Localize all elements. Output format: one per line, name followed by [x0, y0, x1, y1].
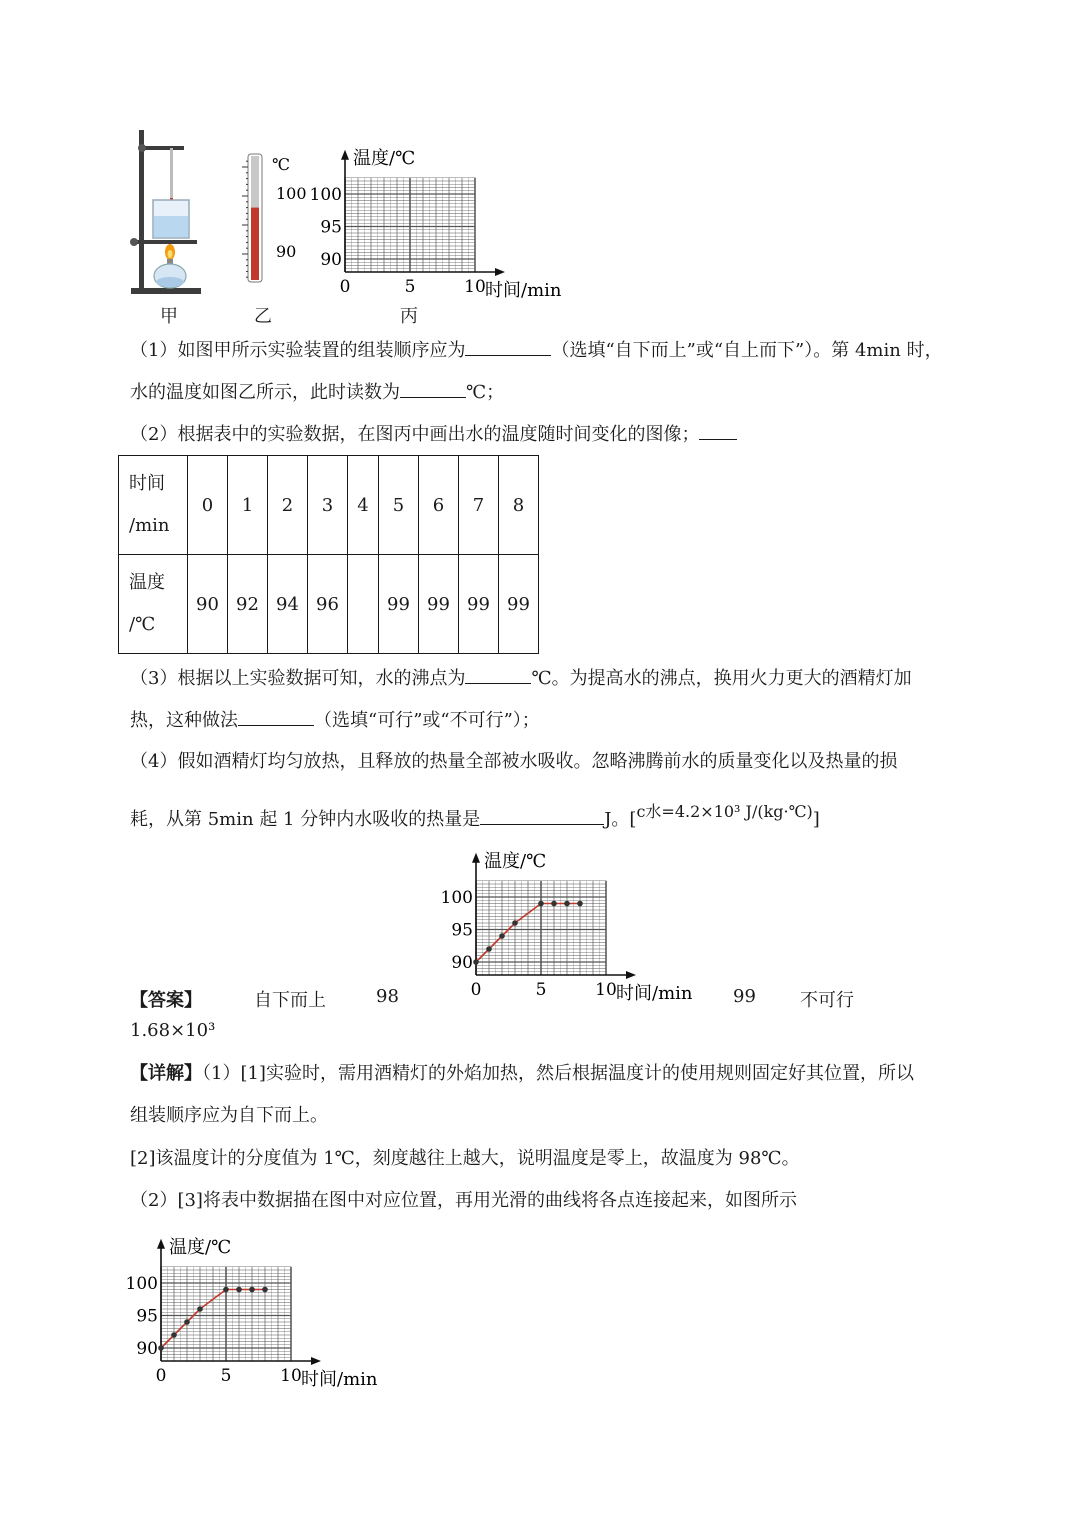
x-tick-label: 0	[155, 1366, 167, 1386]
y-tick-label: 100	[309, 185, 342, 205]
x-axis-arrow	[311, 1357, 321, 1365]
data-point	[577, 901, 583, 907]
y-axis-label: 温度/℃	[169, 1236, 232, 1258]
q4-line1: （4）假如酒精灯均匀放热，且释放的热量全部被水吸收。忽略沸腾前水的质量变化以及热量的损	[130, 751, 898, 772]
explain-text-1: （1）[1]实验时，需用酒精灯的外焰加热，然后根据温度计的使用规则固定好其位置，所以	[202, 1063, 914, 1084]
table-cell: 1	[228, 456, 268, 555]
explain-line2: 组装顺序应为自下而上。	[130, 1105, 328, 1126]
q3-blank-2[interactable]	[238, 707, 314, 726]
y-tick-label: 95	[451, 920, 473, 941]
data-point	[158, 1345, 164, 1351]
data-point	[262, 1287, 268, 1293]
data-point	[499, 933, 505, 939]
q3-text-b: ℃。为提高水的沸点，换用火力更大的酒精灯加	[531, 668, 912, 689]
table-cell: 92	[228, 555, 268, 654]
table-cell: 5	[379, 456, 419, 555]
explain-line4: （2）[3]将表中数据描在图中对应位置，再用光滑的曲线将各点连接起来，如图所示	[130, 1190, 797, 1211]
data-point	[538, 901, 544, 907]
caption-yi: 乙	[254, 306, 272, 327]
table-cell: 7	[459, 456, 499, 555]
y-tick-label: 90	[451, 953, 473, 973]
q4-line2	[130, 802, 820, 832]
q1-text-d: ℃；	[466, 382, 505, 403]
data-point	[473, 959, 479, 965]
thermometer-label-100: 100	[276, 184, 307, 203]
table-cell: 90	[188, 555, 228, 654]
data-table	[118, 455, 539, 654]
table-row-temp	[119, 555, 539, 654]
table-row-time	[119, 456, 539, 555]
q3-line1	[130, 665, 912, 691]
explain-line3: [2]该温度计的分度值为 1℃，刻度越往上越大，说明温度是零上，故温度为 98℃。	[130, 1148, 800, 1169]
y-axis-arrow	[341, 150, 349, 160]
thermometer-figure	[230, 150, 320, 285]
apparatus-figure	[125, 128, 215, 300]
y-tick-label: 90	[136, 1339, 158, 1359]
data-point	[184, 1319, 190, 1325]
q3-blank-1[interactable]	[465, 665, 531, 684]
explain-line1	[130, 1062, 914, 1086]
data-point	[223, 1287, 229, 1293]
caption-jia: 甲	[160, 306, 178, 327]
data-point	[197, 1306, 203, 1312]
answer-2: 98	[376, 986, 399, 1007]
q1-text-b: （选填“自下而上”或“自上而下”）。第 4min 时，	[551, 340, 943, 361]
thermometer-mercury	[251, 208, 259, 280]
data-point	[171, 1332, 177, 1338]
table-cell: 99	[499, 555, 539, 654]
series-line	[161, 1290, 265, 1349]
y-axis-arrow	[157, 1239, 165, 1249]
q3-text-c: 热，这种做法	[130, 710, 238, 731]
q2-text: （2）根据表中的实验数据，在图丙中画出水的温度随时间变化的图像；	[130, 424, 700, 445]
table-cell-empty	[348, 555, 379, 654]
caption-bing: 丙	[400, 306, 418, 327]
x-axis-arrow	[495, 268, 505, 276]
y-tick-label: 100	[440, 888, 473, 908]
q4-blank[interactable]	[480, 806, 604, 825]
y-axis-label: 温度/℃	[484, 850, 547, 872]
q4-text-b: J。[	[604, 809, 637, 830]
q2-blank[interactable]	[699, 421, 737, 440]
x-tick-label: 10	[464, 277, 486, 297]
x-tick-label: 0	[339, 277, 351, 297]
q3-text-d: （选填“可行”或“不可行”）；	[314, 710, 540, 731]
answer-5: 不可行	[800, 990, 854, 1011]
x-tick-label: 10	[280, 1366, 302, 1386]
q1-line2	[130, 379, 504, 405]
table-cell: 8	[499, 456, 539, 555]
table-cell: 99	[419, 555, 459, 654]
series-line	[476, 904, 580, 963]
x-axis-label: 时间/min	[485, 280, 562, 301]
specific-heat-formula: c水=4.2×10³ J/(kg·℃)	[636, 802, 813, 821]
table-cell: 4	[348, 456, 379, 555]
q1-text-a: （1）如图甲所示实验装置的组装顺序应为	[130, 340, 466, 361]
q4-text-a: 耗，从第 5min 起 1 分钟内水吸收的热量是	[130, 809, 481, 830]
data-point	[564, 901, 570, 907]
y-tick-label: 90	[320, 250, 342, 270]
table-cell: 0	[188, 456, 228, 555]
answer-label: 【答案】	[130, 990, 202, 1011]
data-point	[486, 946, 492, 952]
table-cell: 99	[379, 555, 419, 654]
y-tick-label: 100	[125, 1274, 158, 1294]
data-point	[512, 920, 518, 926]
explain-label: 【详解】	[130, 1063, 202, 1084]
x-tick-label: 10	[595, 980, 617, 1000]
data-point	[249, 1287, 255, 1293]
thermometer-unit: ℃	[272, 155, 290, 174]
x-tick-label: 0	[470, 980, 482, 1000]
y-axis-arrow	[472, 853, 480, 863]
x-tick-label: 5	[220, 1366, 232, 1386]
y-tick-label: 95	[320, 217, 342, 238]
q3-text-a: （3）根据以上实验数据可知，水的沸点为	[130, 668, 466, 689]
q4-text-c: ]	[812, 809, 820, 830]
y-tick-label: 95	[136, 1306, 158, 1327]
y-axis-label: 温度/℃	[353, 147, 416, 169]
table-cell: 94	[268, 555, 308, 654]
data-point	[236, 1287, 242, 1293]
table-cell: 96	[308, 555, 348, 654]
q1-text-c: 水的温度如图乙所示，此时读数为	[130, 382, 400, 403]
q3-line2	[130, 707, 540, 733]
time-header: 时间 /min	[119, 456, 188, 555]
x-axis-label: 时间/min	[616, 983, 693, 1004]
table-cell: 6	[419, 456, 459, 555]
table-cell: 99	[459, 555, 499, 654]
x-axis-arrow	[626, 971, 636, 979]
x-tick-label: 5	[535, 980, 547, 1000]
temp-header: 温度 /℃	[119, 555, 188, 654]
q2-line	[130, 421, 737, 447]
q1-line1	[130, 337, 943, 363]
data-point	[551, 901, 557, 907]
table-cell: 2	[268, 456, 308, 555]
answer-1: 自下而上	[254, 990, 326, 1011]
q1-blank-1[interactable]	[465, 337, 551, 356]
x-axis-label: 时间/min	[301, 1369, 378, 1390]
answer-6: 1.68×10³	[130, 1020, 216, 1041]
table-cell: 3	[308, 456, 348, 555]
x-tick-label: 5	[404, 277, 416, 297]
thermometer-label-90: 90	[276, 242, 297, 261]
answer-4: 99	[733, 986, 756, 1007]
q1-blank-2[interactable]	[400, 379, 466, 398]
